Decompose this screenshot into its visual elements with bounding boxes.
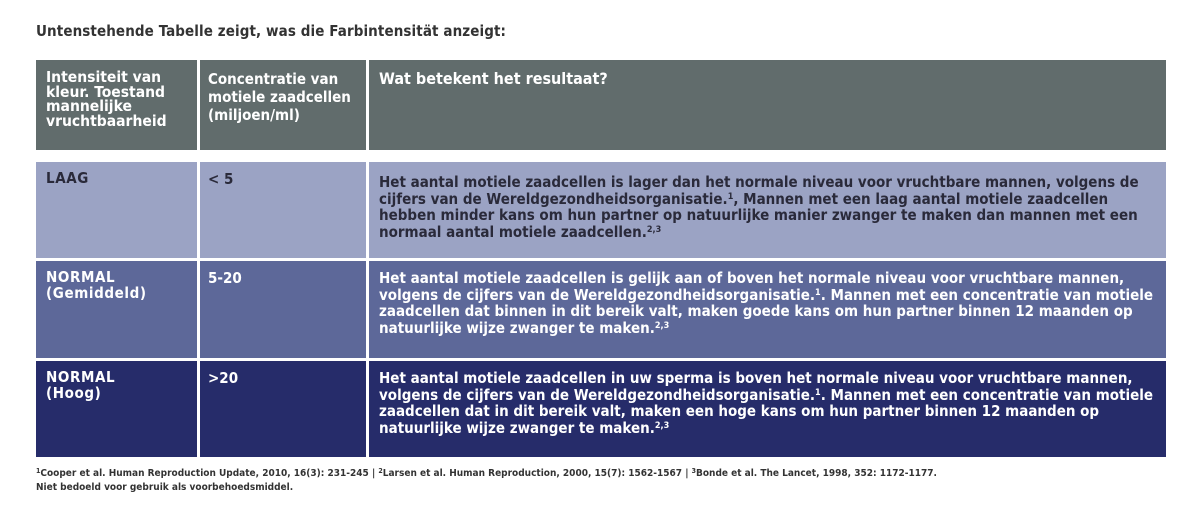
- description-text: Het aantal motiele zaadcellen is gelijk aan of boven het normale niveau voor vruchtbare mannen, volgens de cijfers van de Wereldgezondheidsorganisatie.: [379, 269, 1125, 304]
- level-sublabel: (Gemiddeld): [46, 284, 147, 302]
- header-intensity: Intensiteit van kleur. Toestand mannelijke vruchtbaarheid: [36, 60, 197, 150]
- intro-text: Untenstehende Tabelle zeigt, was die Farbintensität anzeigt:: [36, 22, 507, 40]
- footnote-number: 2: [378, 467, 383, 475]
- description-text: Het aantal motiele zaadcellen is lager dan het normale niveau voor vruchtbare mannen, volgens de cijfers van de Wereldgezondheidsorganisatie.: [379, 173, 1139, 208]
- reference-cooper: Cooper et al. Human Reproduction Update, 2010, 16(3): 231-245: [40, 468, 369, 479]
- row-normal-gemiddeld-concentration: 5-20: [200, 261, 366, 358]
- level-label: NORMAL: [46, 368, 116, 386]
- row-laag-description: [369, 162, 1166, 258]
- reference-larsen: Larsen et al. Human Reproduction, 2000, 15(7): 1562-1567: [382, 468, 683, 479]
- description-text: . Mannen met een concentratie van motiele zaadcellen dat in dit bereik valt, maken een hoge kans om hun partner binnen 12 maanden op natuurlijke wijze zwanger te maken.: [379, 385, 1154, 437]
- header-concentration: Concentratie van motiele zaadcellen (miljoen/ml): [200, 60, 366, 150]
- footnote-ref: 2,3: [646, 224, 662, 235]
- description-text: , Mannen met een laag aantal motiele zaadcellen hebben minder kans om hun partner op natuurlijke manier zwanger te maken dan mannen met een normaal aantal motiele zaadcellen.: [379, 189, 1138, 241]
- footnote-number: 1: [36, 467, 41, 475]
- row-normal-gemiddeld-level: [36, 261, 197, 358]
- footnote-number: 3: [691, 467, 696, 475]
- footnote-ref: 2,3: [654, 420, 670, 431]
- row-laag-concentration: < 5: [200, 162, 366, 258]
- header-meaning: Wat betekent het resultaat?: [369, 60, 1166, 150]
- row-laag-level: [36, 162, 197, 258]
- row-normal-gemiddeld-description: [369, 261, 1166, 358]
- level-label: LAAG: [46, 169, 89, 187]
- row-normal-hoog-description: [369, 361, 1166, 457]
- level-sublabel: (Hoog): [46, 384, 102, 402]
- footnote-ref: 1: [815, 387, 821, 398]
- footnote-references: [36, 468, 937, 479]
- disclaimer: Niet bedoeld voor gebruik als voorbehoedsmiddel.: [36, 482, 294, 493]
- footnote-ref: 1: [815, 287, 821, 298]
- footnote-ref: 1: [727, 191, 734, 202]
- description-text: . Mannen met een concentratie van motiele zaadcellen dat binnen in dit bereik valt, maken goede kans om hun partner binnen 12 maanden op natuurlijke wijze zwanger te maken.: [379, 285, 1154, 337]
- reference-bonde: Bonde et al. The Lancet, 1998, 352: 1172-1177.: [696, 468, 937, 479]
- separator: |: [368, 468, 379, 479]
- footnote-ref: 2,3: [654, 320, 670, 331]
- level-label: NORMAL: [46, 268, 116, 286]
- description-text: Het aantal motiele zaadcellen in uw sperma is boven het normale niveau voor vruchtbare mannen, volgens de cijfers van de Wereldgezondheidsorganisatie.: [379, 369, 1133, 404]
- row-normal-hoog-level: [36, 361, 197, 457]
- separator: |: [682, 468, 692, 479]
- row-normal-hoog-concentration: >20: [200, 361, 366, 457]
